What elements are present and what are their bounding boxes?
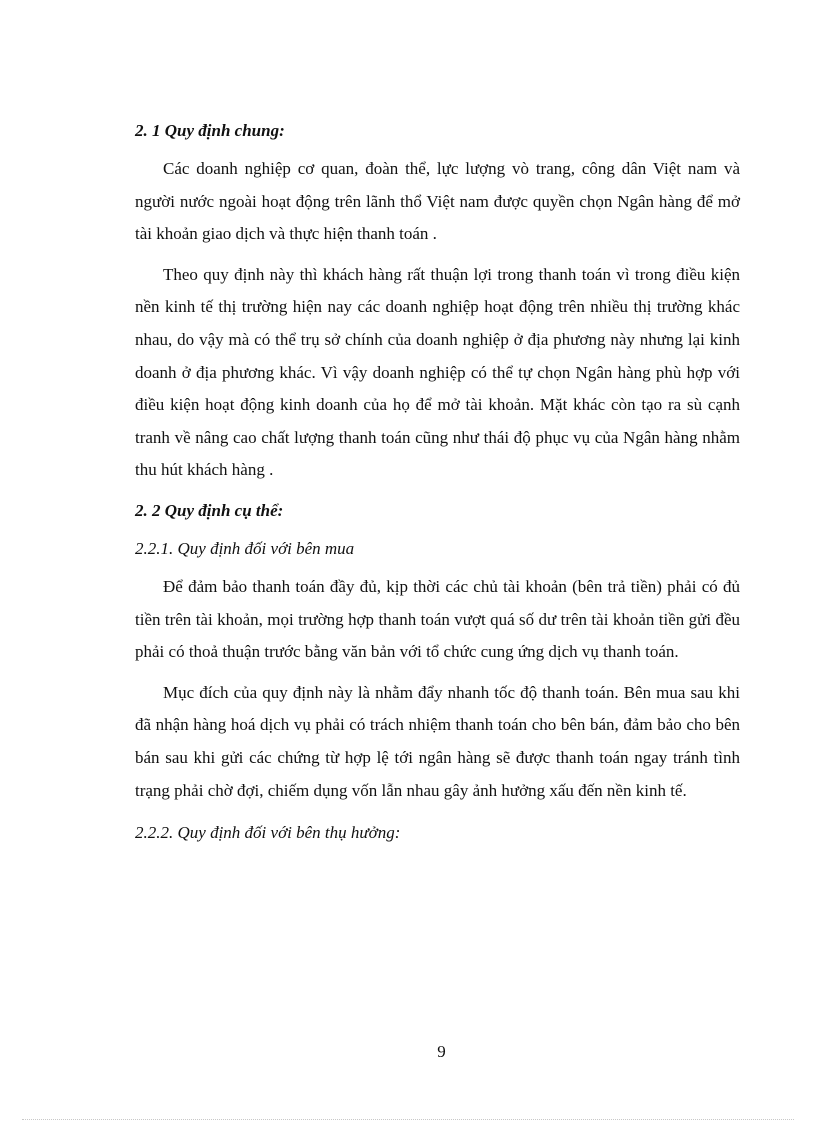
page-number: 9 [437, 1042, 446, 1061]
document-body [135, 115, 740, 855]
paragraph-2-2-1-a: Để đảm bảo thanh toán đầy đủ, kịp thời các chủ tài khoản (bên trả tiền) phải có đủ tiền trên tài khoản, mọi trường hợp thanh toán vượt quá số dư trên tài khoản tiền gửi đều phải có thoả thuận trước bằng văn bản với tổ chức cung ứng dịch vụ thanh toán. [135, 576, 740, 662]
heading-2-2-1: 2.2.1. Quy định đối với bên mua [135, 538, 355, 558]
paragraph-2-2-1-b: Mục đích của quy định này là nhằm đẩy nhanh tốc độ thanh toán. Bên mua sau khi đã nhận hàng hoá dịch vụ phải có trách nhiệm thanh toán cho bên bán, đảm bảo cho bên bán sau khi gửi các chứng từ hợp lệ tới ngân hàng sẽ được thanh toán ngay tránh tình trạng phải chờ đợi, chiếm dụng vốn lẫn nhau gây ảnh hưởng xấu đến nền kinh tế. [135, 682, 740, 800]
paragraph-2-1-b: Theo quy định này thì khách hàng rất thuận lợi trong thanh toán vì trong điều kiện nền kinh tế thị trường hiện nay các doanh nghiệp hoạt động trên nhiều thị trường khác nhau, do vậy mà có thể trụ sở chính của doanh nghiệp ở địa phương này nhưng lại kinh doanh ở địa phương khác. Vì vậy doanh nghiệp có thể tự chọn Ngân hàng phù hợp với điều kiện hoạt động kinh doanh của họ để mở tài khoản. Mặt khác còn tạo ra sù cạnh tranh về nâng cao chất lượng thanh toán cũng như thái độ phục vụ của Ngân hàng nhằm thu hút khách hàng . [135, 264, 740, 480]
footer-divider [22, 1119, 794, 1120]
heading-2-1: 2. 1 Quy định chung: [135, 121, 285, 140]
heading-2-2-2: 2.2.2. Quy định đối với bên thụ hưởng: [135, 823, 401, 843]
paragraph-2-1-a: Các doanh nghiệp cơ quan, đoàn thể, lực lượng vò trang, công dân Việt nam và người nước ngoài hoạt động trên lãnh thổ Việt nam được quyền chọn Ngân hàng để mở tài khoản giao dịch và thực hiện thanh toán . [135, 159, 740, 244]
heading-2-2: 2. 2 Quy định cụ thể: [135, 500, 284, 520]
